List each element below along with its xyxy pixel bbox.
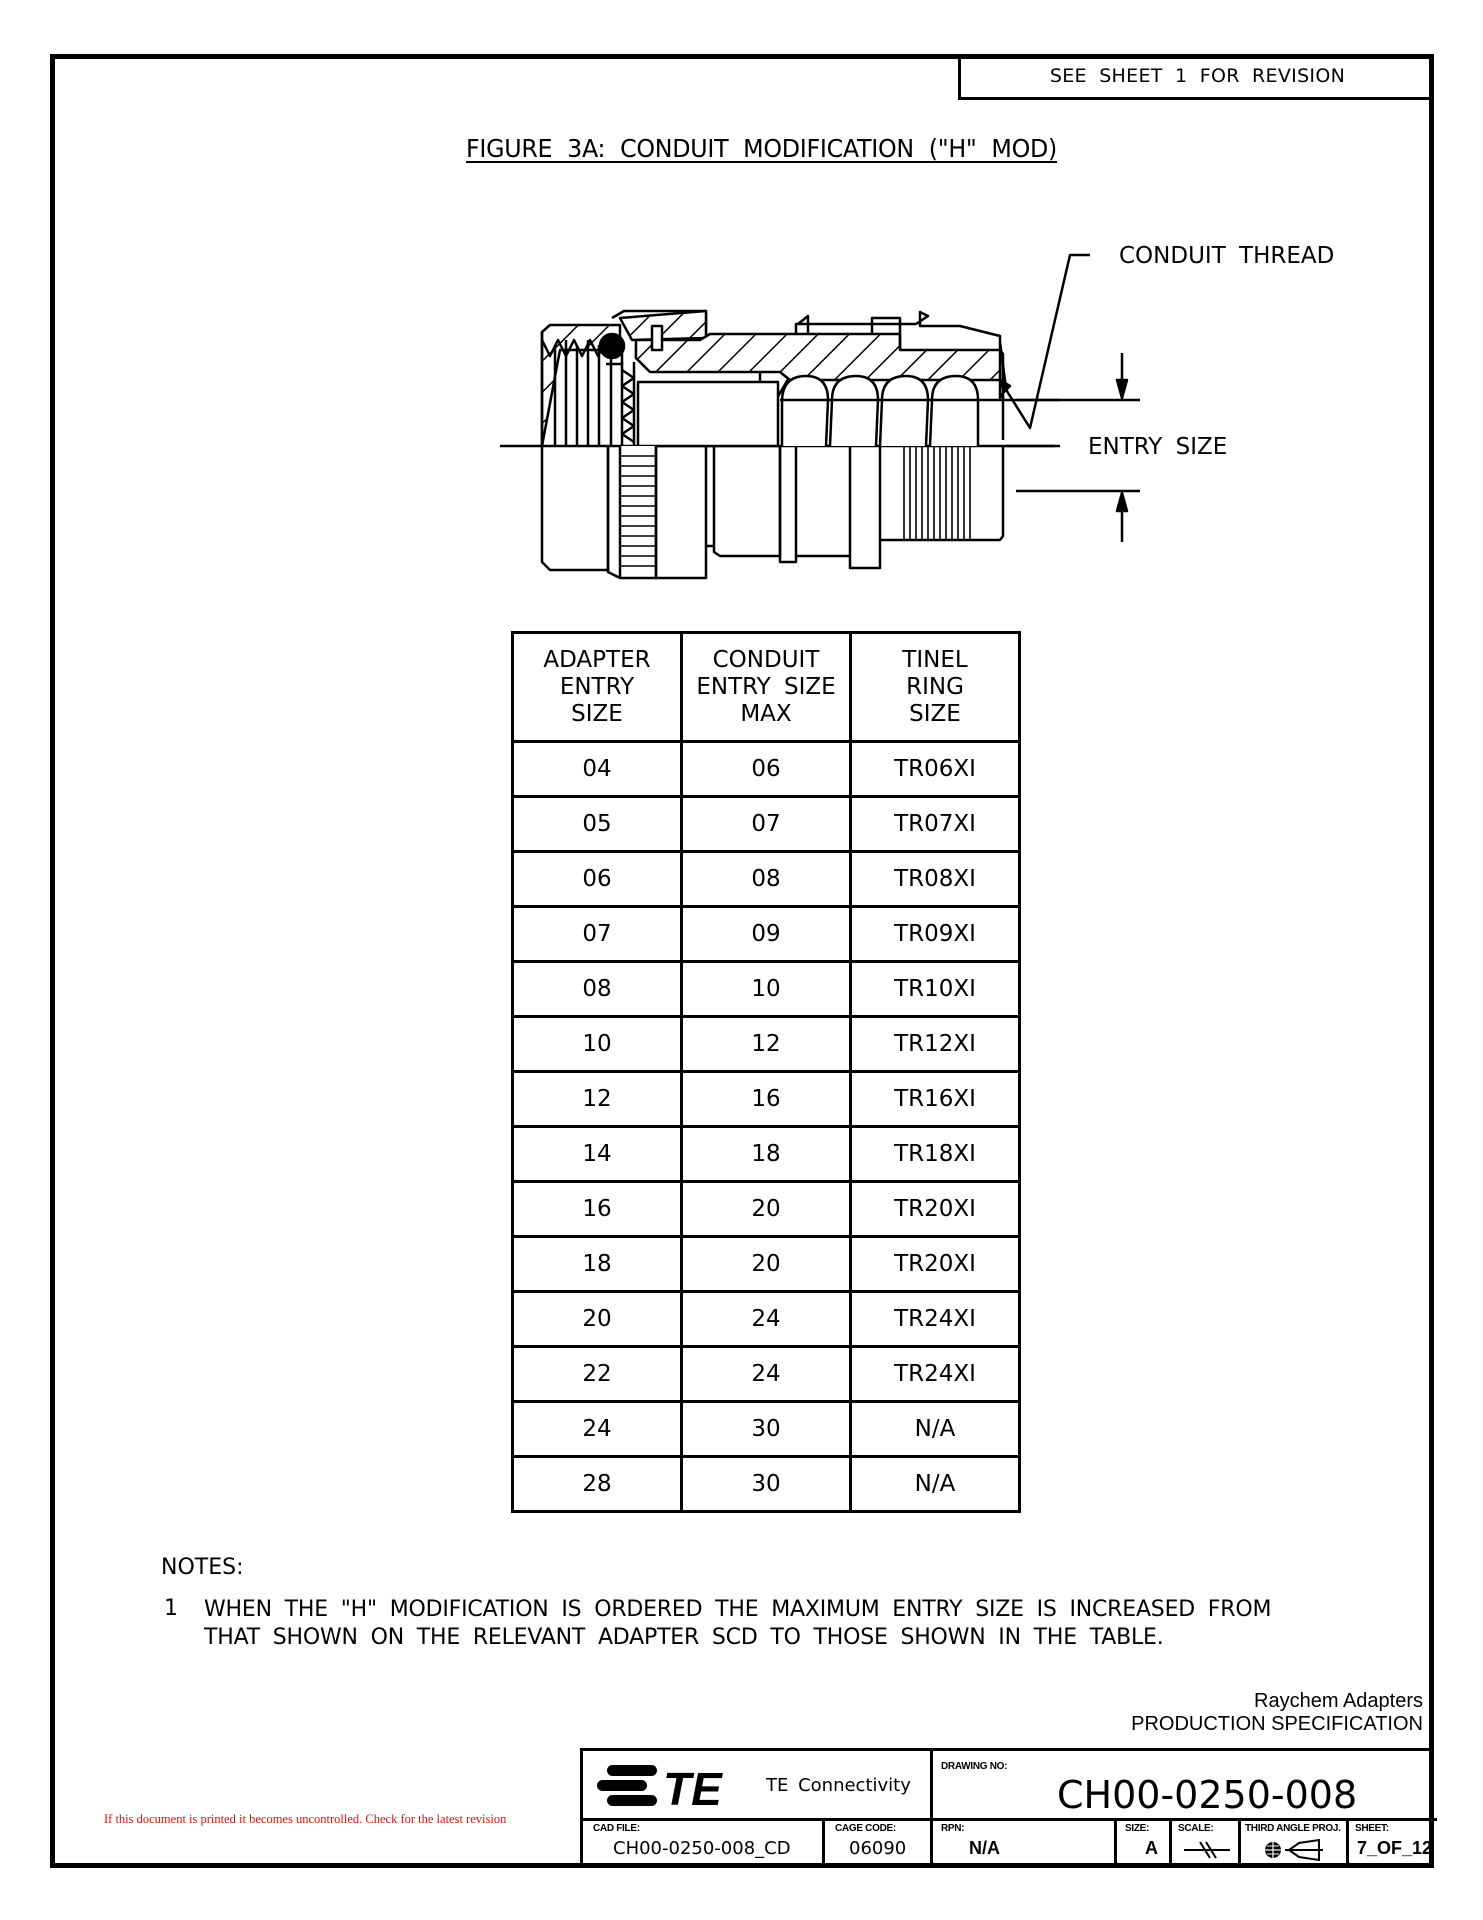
conduit-entry-size-max-cell: 18 [682, 1127, 851, 1182]
drawing-no: CH00-0250-008 [1057, 1773, 1358, 1817]
conduit-entry-size-max-cell: 06 [682, 742, 851, 797]
notes-title: NOTES: [161, 1555, 244, 1580]
size-cell: SIZE: A [1117, 1821, 1172, 1868]
note-text: WHEN THE "H" MODIFICATION IS ORDERED THE MAXIMUM ENTRY SIZE IS INCREASED FROM THAT SHOWN ON THE RELEVANT ADAPTER SCD TO THOSE SHOWN IN THE TABLE. [204, 1597, 1272, 1650]
table-row [513, 1072, 1020, 1127]
conduit-entry-size-max-cell: 16 [682, 1072, 851, 1127]
adapter-entry-size-cell: 10 [513, 1017, 682, 1072]
header-tinel-ring-size: TINEL RING SIZE [851, 633, 1020, 742]
cage-code: 06090 [849, 1838, 907, 1859]
adapter-entry-size-cell: 05 [513, 797, 682, 852]
revision-note: SEE SHEET 1 FOR REVISION [1049, 64, 1346, 87]
uncontrolled-copy-warning: If this document is printed it becomes uncontrolled. Check for the latest revision [104, 1812, 507, 1826]
figure-title: FIGURE 3A: CONDUIT MODIFICATION ("H" MOD) [466, 134, 1058, 163]
tinel-ring-size-cell: TR10XI [851, 962, 1020, 1017]
conduit-entry-size-max-cell: 20 [682, 1182, 851, 1237]
title-block [580, 1748, 1434, 1868]
tinel-ring-size-cell: TR06XI [851, 742, 1020, 797]
adapter-entry-size-cell: 04 [513, 742, 682, 797]
conduit-entry-size-max-cell: 24 [682, 1292, 851, 1347]
table-row [513, 797, 1020, 852]
table-header-row [513, 633, 1020, 742]
conduit-entry-size-max-cell: 30 [682, 1457, 851, 1512]
adapter-entry-size-cell: 28 [513, 1457, 682, 1512]
tinel-ring-size-cell: TR12XI [851, 1017, 1020, 1072]
adapter-entry-size-cell: 06 [513, 852, 682, 907]
adapter-entry-size-cell: 24 [513, 1402, 682, 1457]
sheet-number: 7_OF_12 [1357, 1838, 1433, 1858]
sheet-cell: SHEET: 7_OF_12 [1355, 1823, 1433, 1858]
table-row [513, 1127, 1020, 1182]
adapter-entry-size-cell: 18 [513, 1237, 682, 1292]
adapter-entry-size-cell: 12 [513, 1072, 682, 1127]
company-line-2: PRODUCTION SPECIFICATION [1131, 1713, 1423, 1735]
tinel-ring-size-cell: TR20XI [851, 1237, 1020, 1292]
tinel-ring-size-cell: TR08XI [851, 852, 1020, 907]
tinel-ring-size-cell: N/A [851, 1402, 1020, 1457]
cad-file: CH00-0250-008_CD [613, 1838, 791, 1859]
tinel-ring-size-cell: TR24XI [851, 1292, 1020, 1347]
table-row [513, 1402, 1020, 1457]
cad-file-cell: CAD FILE: CH00-0250-008_CD [583, 1821, 825, 1868]
table-row [513, 962, 1020, 1017]
o-ring [600, 334, 624, 358]
adapter-entry-size-cell: 07 [513, 907, 682, 962]
scale-cell: SCALE: [1172, 1821, 1241, 1868]
inner-bore [638, 382, 778, 446]
adapter-body-exterior [656, 446, 780, 578]
projection-cell: THIRD ANGLE PROJ. [1241, 1821, 1349, 1868]
table-row [513, 1347, 1020, 1402]
te-logo-text: TE [663, 1763, 722, 1813]
conduit-size-table [511, 631, 1021, 1513]
table-body [513, 742, 1020, 1512]
corrugation-arches [782, 376, 978, 446]
adapter-entry-size-cell: 22 [513, 1347, 682, 1402]
conduit-entry-size-max-cell: 24 [682, 1347, 851, 1402]
tinel-ring-size-cell: TR18XI [851, 1127, 1020, 1182]
adapter-entry-size-cell: 14 [513, 1127, 682, 1182]
adapter-entry-size-cell: 16 [513, 1182, 682, 1237]
logo-cell [583, 1751, 933, 1821]
tinel-ring-size-cell: N/A [851, 1457, 1020, 1512]
company-name: TE Connectivity [766, 1775, 911, 1796]
cage-code-cell: CAGE CODE: 06090 [825, 1821, 933, 1868]
conduit-entry-size-max-cell: 12 [682, 1017, 851, 1072]
conduit-entry-size-max-cell: 09 [682, 907, 851, 962]
table-row [513, 1292, 1020, 1347]
drawing-no-cell [933, 1751, 1437, 1821]
header-adapter-entry-size: ADAPTER ENTRY SIZE [513, 633, 682, 742]
conduit-entry-size-max-cell: 07 [682, 797, 851, 852]
tinel-ring-size-cell: TR24XI [851, 1347, 1020, 1402]
conduit-thread-leader [1000, 255, 1090, 428]
company-line-1: Raychem Adapters [1254, 1690, 1423, 1712]
header-conduit-entry-size-max: CONDUIT ENTRY SIZE MAX [682, 633, 851, 742]
tinel-ring-size-cell: TR20XI [851, 1182, 1020, 1237]
tinel-ring-size-cell: TR09XI [851, 907, 1020, 962]
tinel-ring-size-cell: TR07XI [851, 797, 1020, 852]
te-logo [593, 1761, 743, 1813]
table-row [513, 742, 1020, 797]
rpn: N/A [969, 1838, 1000, 1858]
conduit-entry-size-max-cell: 30 [682, 1402, 851, 1457]
conduit-entry-size-max-cell: 08 [682, 852, 851, 907]
table-row [513, 852, 1020, 907]
table-row [513, 1457, 1020, 1512]
adapter-entry-size-cell: 20 [513, 1292, 682, 1347]
tinel-ring-size-cell: TR16XI [851, 1072, 1020, 1127]
note-number: 1 [164, 1596, 178, 1621]
conduit-thread-label: CONDUIT THREAD [1119, 243, 1335, 269]
drawing-no-label: DRAWING NO: [941, 1761, 1008, 1772]
table-row [513, 1237, 1020, 1292]
table-row [513, 1017, 1020, 1072]
conduit-entry-size-max-cell: 20 [682, 1237, 851, 1292]
coupling-nut-exterior [542, 446, 608, 570]
table-row [513, 907, 1020, 962]
adapter-entry-size-cell: 08 [513, 962, 682, 1017]
table-row [513, 1182, 1020, 1237]
company-block [1131, 1690, 1423, 1736]
size: A [1145, 1838, 1158, 1858]
conduit-adapter-drawing [0, 0, 1483, 620]
not-to-scale-icon [1182, 1839, 1232, 1861]
entry-size-label: ENTRY SIZE [1088, 434, 1228, 460]
rpn-cell: RPN: N/A [933, 1821, 1117, 1868]
conduit-entry-size-max-cell: 10 [682, 962, 851, 1017]
third-angle-projection-icon [1263, 1838, 1343, 1862]
